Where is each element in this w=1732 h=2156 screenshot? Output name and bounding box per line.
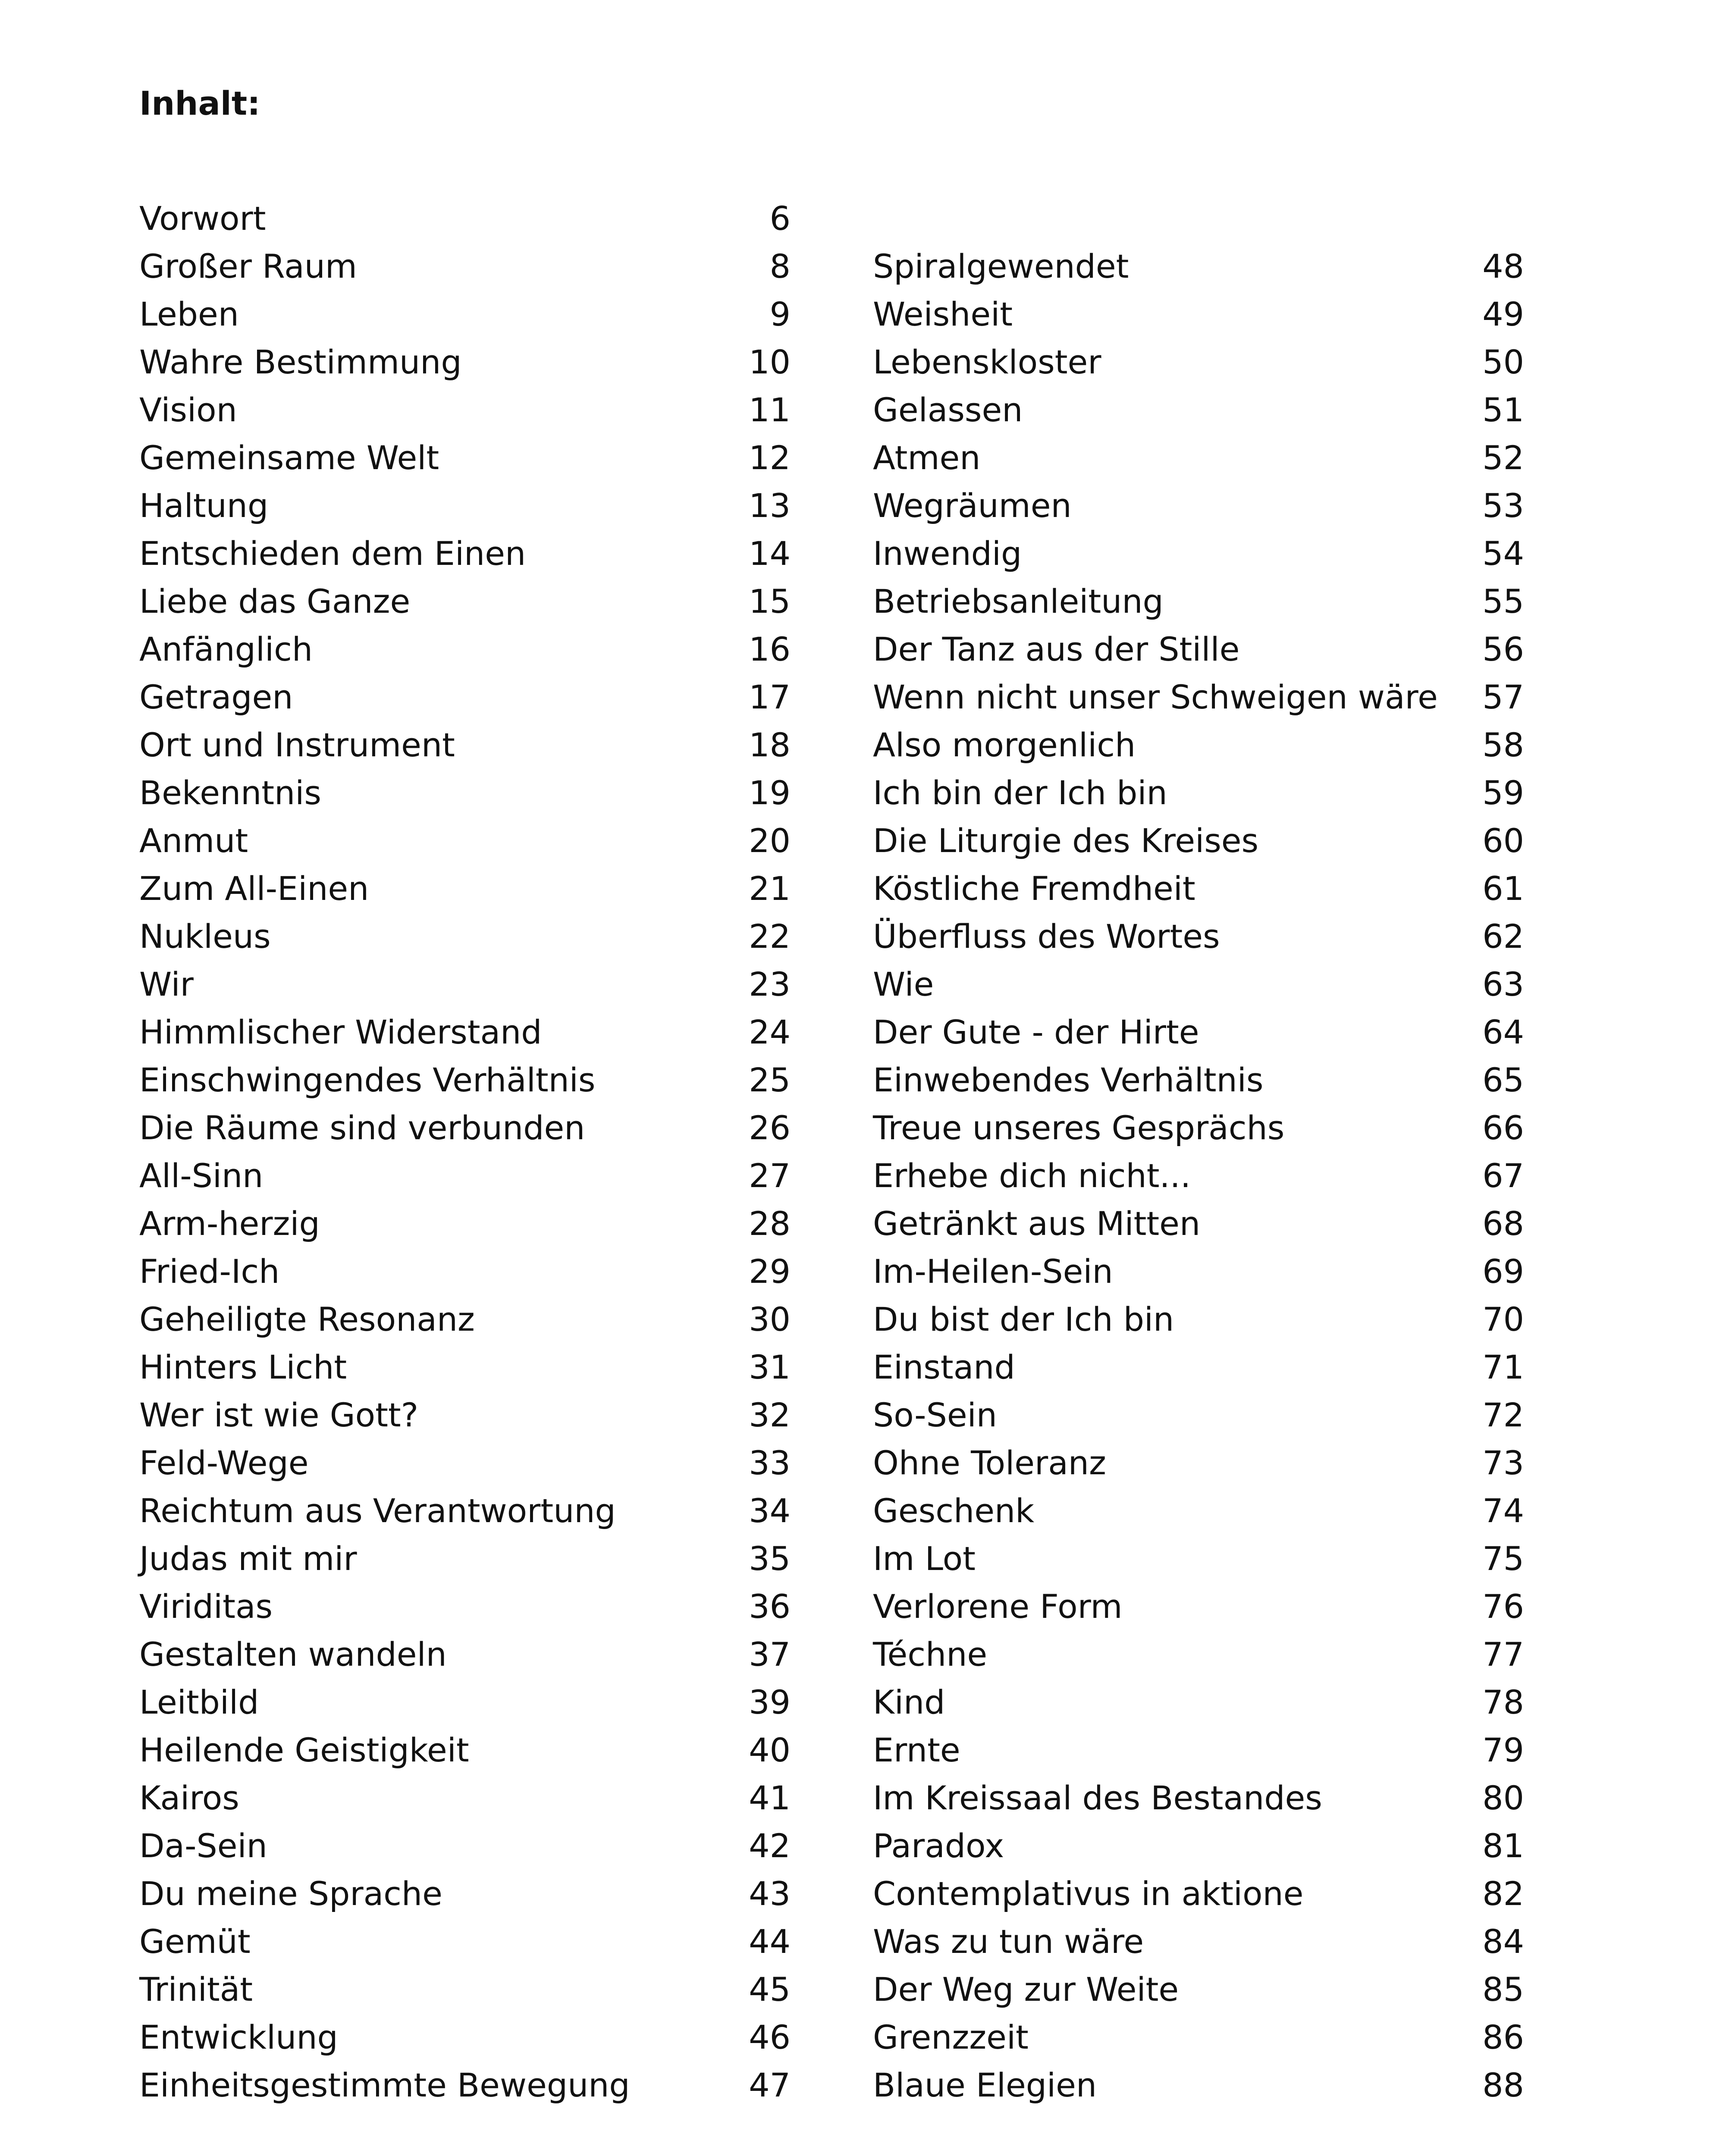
toc-entry-title: Überfluss des Wortes bbox=[873, 917, 1220, 956]
toc-entry-page-number: 6 bbox=[769, 199, 791, 238]
toc-entry-page-number: 14 bbox=[749, 534, 791, 573]
toc-entry-title: Der Tanz aus der Stille bbox=[873, 630, 1240, 668]
toc-entry bbox=[139, 338, 791, 386]
toc-entry bbox=[139, 482, 791, 530]
toc-entry-page-number: 67 bbox=[1482, 1156, 1524, 1195]
toc-entry-page-number: 66 bbox=[1482, 1109, 1524, 1147]
toc-entry-page-number: 19 bbox=[749, 774, 791, 812]
toc-entry-title: Wer ist wie Gott? bbox=[139, 1396, 419, 1434]
toc-entry-page-number: 45 bbox=[749, 1970, 791, 2009]
toc-entry bbox=[139, 865, 791, 912]
toc-entry-title: Liebe das Ganze bbox=[139, 582, 411, 620]
toc-entry-page-number: 34 bbox=[749, 1492, 791, 1530]
toc-entry bbox=[873, 769, 1524, 817]
toc-entry bbox=[873, 1630, 1524, 1678]
toc-entry bbox=[139, 194, 791, 242]
toc-entry-title: Spiralgewendet bbox=[873, 247, 1129, 285]
toc-entry bbox=[873, 817, 1524, 865]
toc-entry-title: Nukleus bbox=[139, 917, 271, 956]
toc-entry-title: Gemüt bbox=[139, 1922, 251, 1961]
toc-entry-title: Ich bin der Ich bin bbox=[873, 774, 1167, 812]
toc-entry-title: Kairos bbox=[139, 1779, 239, 1817]
toc-entry bbox=[139, 434, 791, 482]
toc-entry-title: Im-Heilen-Sein bbox=[873, 1252, 1113, 1291]
toc-entry-page-number: 33 bbox=[749, 1444, 791, 1482]
toc-entry-page-number: 74 bbox=[1482, 1492, 1524, 1530]
toc-entry-page-number: 76 bbox=[1482, 1587, 1524, 1626]
toc-entry bbox=[139, 912, 791, 960]
toc-entry-page-number: 29 bbox=[749, 1252, 791, 1291]
toc-entry-page-number: 24 bbox=[749, 1013, 791, 1051]
toc-entry-title: Weisheit bbox=[873, 295, 1013, 333]
toc-entry bbox=[873, 1678, 1524, 1726]
toc-entry-page-number: 15 bbox=[749, 582, 791, 620]
toc-entry-title: Reichtum aus Verantwortung bbox=[139, 1492, 616, 1530]
toc-entry-title: Atmen bbox=[873, 439, 981, 477]
toc-entry-title: Einschwingendes Verhältnis bbox=[139, 1061, 596, 1099]
toc-entry bbox=[139, 1439, 791, 1487]
toc-entry-title: Feld-Wege bbox=[139, 1444, 309, 1482]
toc-entry-page-number: 49 bbox=[1482, 295, 1524, 333]
toc-entry-title: Im Kreissaal des Bestandes bbox=[873, 1779, 1322, 1817]
toc-entry-page-number: 16 bbox=[749, 630, 791, 668]
toc-entry-page-number: 47 bbox=[749, 2066, 791, 2104]
toc-entry-page-number: 71 bbox=[1482, 1348, 1524, 1386]
toc-entry bbox=[873, 1439, 1524, 1487]
toc-heading: Inhalt: bbox=[139, 84, 260, 122]
toc-entry-title: Lebenskloster bbox=[873, 343, 1101, 381]
toc-entry-page-number: 43 bbox=[749, 1874, 791, 1913]
toc-entry-title: Du bist der Ich bin bbox=[873, 1300, 1174, 1338]
toc-entry-title: Ohne Toleranz bbox=[873, 1444, 1106, 1482]
toc-entry-page-number: 58 bbox=[1482, 726, 1524, 764]
toc-entry-page-number: 54 bbox=[1482, 534, 1524, 573]
toc-entry bbox=[139, 1822, 791, 1870]
toc-entry-page-number: 77 bbox=[1482, 1635, 1524, 1673]
toc-entry-title: Paradox bbox=[873, 1827, 1004, 1865]
toc-entry bbox=[873, 338, 1524, 386]
toc-entry-page-number: 44 bbox=[749, 1922, 791, 1961]
toc-entry-title: Gemeinsame Welt bbox=[139, 439, 439, 477]
toc-entry bbox=[139, 1630, 791, 1678]
toc-entry-title: Viriditas bbox=[139, 1587, 273, 1626]
toc-entry-page-number: 18 bbox=[749, 726, 791, 764]
toc-entry bbox=[139, 1487, 791, 1535]
toc-entry-page-number: 75 bbox=[1482, 1539, 1524, 1578]
toc-entry-page-number: 20 bbox=[749, 821, 791, 860]
toc-entry-title: Grenzzeit bbox=[873, 2018, 1029, 2056]
toc-entry bbox=[873, 865, 1524, 912]
toc-entry-page-number: 81 bbox=[1482, 1827, 1524, 1865]
toc-entry bbox=[873, 1918, 1524, 1965]
toc-entry-page-number: 50 bbox=[1482, 343, 1524, 381]
toc-entry bbox=[139, 2061, 791, 2109]
toc-entry-page-number: 13 bbox=[749, 486, 791, 525]
toc-entry-page-number: 36 bbox=[749, 1587, 791, 1626]
toc-entry-page-number: 40 bbox=[749, 1731, 791, 1769]
toc-entry-title: Wegräumen bbox=[873, 486, 1072, 525]
toc-entry bbox=[139, 817, 791, 865]
toc-entry-title: Also morgenlich bbox=[873, 726, 1136, 764]
toc-entry-page-number: 73 bbox=[1482, 1444, 1524, 1482]
toc-entry bbox=[873, 577, 1524, 625]
toc-entry-page-number: 37 bbox=[749, 1635, 791, 1673]
toc-entry-page-number: 22 bbox=[749, 917, 791, 956]
toc-entry bbox=[873, 2013, 1524, 2061]
toc-entry bbox=[139, 960, 791, 1008]
toc-entry bbox=[873, 386, 1524, 434]
toc-entry bbox=[873, 1104, 1524, 1152]
toc-entry-title: Wir bbox=[139, 965, 194, 1003]
toc-entry-page-number: 46 bbox=[749, 2018, 791, 2056]
toc-entry-page-number: 60 bbox=[1482, 821, 1524, 860]
toc-entry bbox=[139, 1678, 791, 1726]
toc-entry-page-number: 84 bbox=[1482, 1922, 1524, 1961]
toc-entry-title: Judas mit mir bbox=[139, 1539, 357, 1578]
toc-entry bbox=[139, 1247, 791, 1295]
toc-entry-title: Entschieden dem Einen bbox=[139, 534, 526, 573]
toc-entry-page-number: 68 bbox=[1482, 1204, 1524, 1243]
toc-entry-page-number: 52 bbox=[1482, 439, 1524, 477]
toc-entry-title: Gelassen bbox=[873, 391, 1023, 429]
toc-entry bbox=[873, 1152, 1524, 1200]
toc-entry-title: Haltung bbox=[139, 486, 269, 525]
toc-entry bbox=[139, 1870, 791, 1918]
toc-entry-title: Kind bbox=[873, 1683, 945, 1721]
toc-entry bbox=[873, 912, 1524, 960]
toc-entry bbox=[873, 1965, 1524, 2013]
toc-entry-title: Vorwort bbox=[139, 199, 266, 238]
toc-entry-page-number: 61 bbox=[1482, 869, 1524, 908]
toc-entry-title: Da-Sein bbox=[139, 1827, 267, 1865]
toc-entry-title: Téchne bbox=[873, 1635, 988, 1673]
toc-entry bbox=[873, 1295, 1524, 1343]
toc-entry bbox=[873, 1870, 1524, 1918]
toc-entry-title: Ernte bbox=[873, 1731, 960, 1769]
toc-entry-page-number: 65 bbox=[1482, 1061, 1524, 1099]
toc-entry-title: Im Lot bbox=[873, 1539, 976, 1578]
toc-entry bbox=[873, 290, 1524, 338]
toc-entry-page-number: 32 bbox=[749, 1396, 791, 1434]
toc-entry-title: Arm-herzig bbox=[139, 1204, 320, 1243]
toc-entry-title: Blaue Elegien bbox=[873, 2066, 1097, 2104]
toc-entry-page-number: 80 bbox=[1482, 1779, 1524, 1817]
toc-entry-page-number: 79 bbox=[1482, 1731, 1524, 1769]
toc-entry-title: Wie bbox=[873, 965, 934, 1003]
toc-entry bbox=[139, 625, 791, 673]
toc-entry-title: Inwendig bbox=[873, 534, 1022, 573]
toc-entry-page-number: 55 bbox=[1482, 582, 1524, 620]
toc-entry-page-number: 69 bbox=[1482, 1252, 1524, 1291]
toc-entry-page-number: 42 bbox=[749, 1827, 791, 1865]
toc-entry-page-number: 9 bbox=[769, 295, 791, 333]
toc-entry-title: Anfänglich bbox=[139, 630, 313, 668]
toc-entry bbox=[139, 1056, 791, 1104]
toc-entry-page-number: 70 bbox=[1482, 1300, 1524, 1338]
toc-entry bbox=[139, 530, 791, 577]
toc-entry bbox=[139, 1008, 791, 1056]
toc-entry bbox=[873, 625, 1524, 673]
toc-entry-page-number: 28 bbox=[749, 1204, 791, 1243]
toc-entry-title: Wahre Bestimmung bbox=[139, 343, 462, 381]
toc-entry bbox=[139, 1104, 791, 1152]
toc-entry-title: Verlorene Form bbox=[873, 1587, 1123, 1626]
toc-entry bbox=[873, 960, 1524, 1008]
toc-entry-title: So-Sein bbox=[873, 1396, 997, 1434]
toc-entry-title: Betriebsanleitung bbox=[873, 582, 1164, 620]
toc-entry-page-number: 17 bbox=[749, 678, 791, 716]
toc-entry-page-number: 10 bbox=[749, 343, 791, 381]
toc-entry-page-number: 86 bbox=[1482, 2018, 1524, 2056]
toc-entry-title: Leitbild bbox=[139, 1683, 259, 1721]
toc-entry-page-number: 78 bbox=[1482, 1683, 1524, 1721]
toc-entry-page-number: 59 bbox=[1482, 774, 1524, 812]
toc-entry-page-number: 62 bbox=[1482, 917, 1524, 956]
toc-entry-title: Trinität bbox=[139, 1970, 253, 2009]
toc-entry-page-number: 48 bbox=[1482, 247, 1524, 285]
toc-entry bbox=[139, 290, 791, 338]
toc-entry bbox=[873, 1247, 1524, 1295]
toc-entry bbox=[139, 386, 791, 434]
toc-entry-title: Getragen bbox=[139, 678, 293, 716]
toc-entry-title: Was zu tun wäre bbox=[873, 1922, 1144, 1961]
toc-entry-page-number: 57 bbox=[1482, 678, 1524, 716]
toc-entry-page-number: 30 bbox=[749, 1300, 791, 1338]
toc-entry-title: Entwicklung bbox=[139, 2018, 338, 2056]
toc-entry bbox=[139, 577, 791, 625]
toc-entry-page-number: 23 bbox=[749, 965, 791, 1003]
toc-entry bbox=[873, 530, 1524, 577]
toc-entry bbox=[873, 1343, 1524, 1391]
toc-entry bbox=[139, 1583, 791, 1630]
toc-entry bbox=[139, 1152, 791, 1200]
toc-entry bbox=[139, 769, 791, 817]
toc-entry bbox=[873, 721, 1524, 769]
toc-entry-title: Treue unseres Gesprächs bbox=[873, 1109, 1285, 1147]
toc-entry-title: Geschenk bbox=[873, 1492, 1035, 1530]
toc-entry-title: Zum All-Einen bbox=[139, 869, 369, 908]
toc-entry bbox=[139, 242, 791, 290]
toc-entry-page-number: 26 bbox=[749, 1109, 791, 1147]
toc-entry-page-number: 25 bbox=[749, 1061, 791, 1099]
toc-entry bbox=[873, 1391, 1524, 1439]
toc-entry-page-number: 39 bbox=[749, 1683, 791, 1721]
toc-entry bbox=[139, 1535, 791, 1583]
toc-entry bbox=[873, 1200, 1524, 1247]
toc-entry bbox=[873, 1774, 1524, 1822]
toc-entry bbox=[139, 1343, 791, 1391]
toc-entry bbox=[873, 242, 1524, 290]
toc-entry-title: Wenn nicht unser Schweigen wäre bbox=[873, 678, 1438, 716]
toc-entry-title: Himmlischer Widerstand bbox=[139, 1013, 542, 1051]
toc-entry bbox=[873, 482, 1524, 530]
toc-entry-title: All-Sinn bbox=[139, 1156, 264, 1195]
toc-entry bbox=[139, 673, 791, 721]
toc-entry bbox=[139, 2013, 791, 2061]
toc-entry bbox=[873, 2061, 1524, 2109]
toc-entry-page-number: 51 bbox=[1482, 391, 1524, 429]
toc-entry-title: Die Liturgie des Kreises bbox=[873, 821, 1259, 860]
toc-entry bbox=[873, 1487, 1524, 1535]
toc-entry bbox=[873, 1008, 1524, 1056]
toc-entry-page-number: 41 bbox=[749, 1779, 791, 1817]
toc-entry-title: Heilende Geistigkeit bbox=[139, 1731, 469, 1769]
toc-entry bbox=[873, 434, 1524, 482]
toc-entry-title: Fried-Ich bbox=[139, 1252, 280, 1291]
toc-entry-title: Anmut bbox=[139, 821, 248, 860]
toc-entry-page-number: 8 bbox=[769, 247, 791, 285]
toc-entry-title: Einheitsgestimmte Bewegung bbox=[139, 2066, 630, 2104]
toc-entry-page-number: 82 bbox=[1482, 1874, 1524, 1913]
toc-entry-page-number: 27 bbox=[749, 1156, 791, 1195]
toc-entry bbox=[873, 673, 1524, 721]
toc-entry-page-number: 35 bbox=[749, 1539, 791, 1578]
toc-entry bbox=[139, 1726, 791, 1774]
toc-entry-title: Die Räume sind verbunden bbox=[139, 1109, 585, 1147]
toc-entry bbox=[873, 1726, 1524, 1774]
toc-entry-title: Erhebe dich nicht... bbox=[873, 1156, 1191, 1195]
toc-entry-title: Du meine Sprache bbox=[139, 1874, 442, 1913]
toc-entry-title: Köstliche Fremdheit bbox=[873, 869, 1195, 908]
toc-entry-title: Vision bbox=[139, 391, 237, 429]
toc-entry-title: Großer Raum bbox=[139, 247, 357, 285]
toc-entry-page-number: 31 bbox=[749, 1348, 791, 1386]
toc-entry-page-number: 64 bbox=[1482, 1013, 1524, 1051]
toc-entry-page-number: 88 bbox=[1482, 2066, 1524, 2104]
toc-entry bbox=[139, 1774, 791, 1822]
toc-entry bbox=[139, 1918, 791, 1965]
toc-entry bbox=[139, 1200, 791, 1247]
toc-entry-page-number: 63 bbox=[1482, 965, 1524, 1003]
toc-entry-title: Der Weg zur Weite bbox=[873, 1970, 1179, 2009]
toc-left-column bbox=[139, 194, 791, 2109]
toc-entry-title: Bekenntnis bbox=[139, 774, 321, 812]
toc-entry-page-number: 12 bbox=[749, 439, 791, 477]
toc-entry-title: Gestalten wandeln bbox=[139, 1635, 447, 1673]
toc-entry bbox=[139, 721, 791, 769]
toc-entry-page-number: 72 bbox=[1482, 1396, 1524, 1434]
toc-entry-title: Leben bbox=[139, 295, 239, 333]
toc-entry bbox=[873, 1822, 1524, 1870]
toc-entry-title: Geheiligte Resonanz bbox=[139, 1300, 475, 1338]
toc-entry bbox=[139, 1295, 791, 1343]
toc-entry-title: Contemplativus in aktione bbox=[873, 1874, 1304, 1913]
toc-entry-title: Einstand bbox=[873, 1348, 1015, 1386]
toc-entry-title: Der Gute - der Hirte bbox=[873, 1013, 1199, 1051]
toc-entry bbox=[139, 1391, 791, 1439]
toc-entry bbox=[873, 1056, 1524, 1104]
toc-entry-title: Getränkt aus Mitten bbox=[873, 1204, 1201, 1243]
toc-entry-title: Einwebendes Verhältnis bbox=[873, 1061, 1264, 1099]
toc-entry-page-number: 21 bbox=[749, 869, 791, 908]
toc-entry-page-number: 56 bbox=[1482, 630, 1524, 668]
toc-entry-page-number: 53 bbox=[1482, 486, 1524, 525]
toc-entry bbox=[139, 1965, 791, 2013]
toc-entry-title: Hinters Licht bbox=[139, 1348, 347, 1386]
toc-entry bbox=[873, 1583, 1524, 1630]
toc-entry-page-number: 11 bbox=[749, 391, 791, 429]
toc-entry bbox=[873, 1535, 1524, 1583]
toc-right-column bbox=[873, 194, 1524, 2109]
toc-entry-title: Ort und Instrument bbox=[139, 726, 455, 764]
toc-entry-page-number: 85 bbox=[1482, 1970, 1524, 2009]
